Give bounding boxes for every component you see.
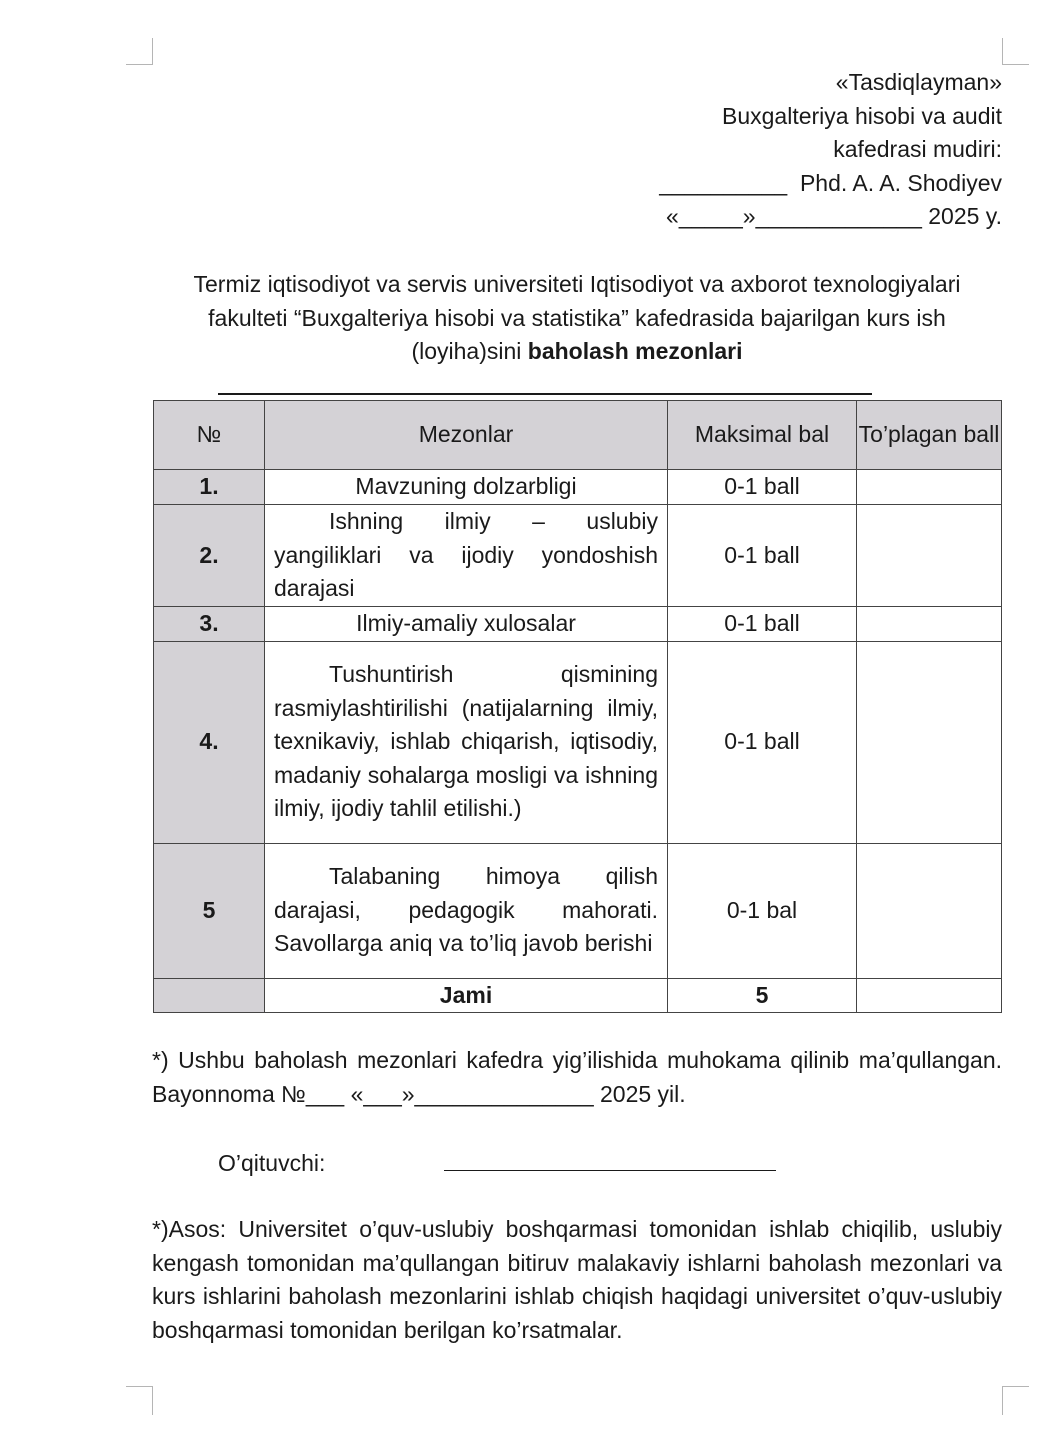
row-max-score: 0-1 ball	[668, 606, 857, 641]
row-criteria	[265, 505, 668, 607]
approval-title: «Tasdiqlayman»	[835, 69, 1002, 95]
total-label: Jami	[265, 978, 668, 1013]
row-criteria	[265, 843, 668, 978]
row-number: 4.	[154, 641, 265, 843]
row-number: 5	[154, 843, 265, 978]
header-number: №	[154, 401, 265, 470]
criteria-table	[153, 400, 1002, 1013]
total-number-cell	[154, 978, 265, 1013]
row-collected-score	[857, 843, 1002, 978]
row-max-score: 0-1 ball	[668, 505, 857, 607]
table-row	[154, 505, 1002, 607]
row-criteria: Ilmiy-amaliy xulosalar	[265, 606, 668, 641]
approval-position: kafedrasi mudiri:	[833, 136, 1002, 162]
page-corner-mark-top-left	[126, 38, 153, 65]
row-number: 3.	[154, 606, 265, 641]
row-criteria	[265, 641, 668, 843]
row-number: 1.	[154, 470, 265, 505]
table-row	[154, 470, 1002, 505]
table-row	[154, 843, 1002, 978]
approval-note: *) Ushbu baholash mezonlari kafedra yig’ilishida muhokama qilinib ma’qullangan. Bayonnoma №___ «___»______________ 2025 yil.	[152, 1047, 1002, 1107]
document-heading	[152, 268, 1002, 369]
header-collected-score: To’plagan ball	[857, 401, 1002, 470]
row-max-score: 0-1 ball	[668, 470, 857, 505]
approval-signatory: __________ Phd. A. A. Shodiyev	[659, 169, 1002, 196]
row-number: 2.	[154, 505, 265, 607]
page-corner-mark-bottom-right	[1002, 1386, 1029, 1415]
table-total-row	[154, 978, 1002, 1013]
table-header-row	[154, 401, 1002, 470]
row-collected-score	[857, 606, 1002, 641]
approval-date: «_____»_____________ 2025 y.	[666, 203, 1002, 229]
approval-block	[659, 66, 1002, 234]
header-max-score: Maksimal bal	[668, 401, 857, 470]
row-collected-score	[857, 470, 1002, 505]
row-collected-score	[857, 641, 1002, 843]
row-criteria-text: Tushuntirish qismining rasmiylashtirilishi (natijalarning ilmiy, texnikaviy, ishlab chiqarish, iqtisodiy, madaniy sohalarga mosligi va ishning ilmiy, ijodiy tahlil etilishi.)	[274, 661, 658, 822]
table-row	[154, 641, 1002, 843]
heading-underline	[218, 393, 872, 395]
row-criteria: Mavzuning dolzarbligi	[265, 470, 668, 505]
row-criteria-text: Ishning ilmiy – uslubiy yangiliklari va ijodiy yondoshish darajasi	[274, 508, 658, 601]
row-collected-score	[857, 505, 1002, 607]
teacher-label: O’qituvchi:	[218, 1150, 326, 1176]
table-row	[154, 606, 1002, 641]
row-max-score: 0-1 bal	[668, 843, 857, 978]
page-corner-mark-top-right	[1002, 38, 1029, 65]
total-collected-score	[857, 978, 1002, 1013]
approval-department: Buxgalteriya hisobi va audit	[722, 102, 1002, 129]
row-max-score: 0-1 ball	[668, 641, 857, 843]
page-corner-mark-bottom-left	[126, 1386, 153, 1415]
row-criteria-text: Talabaning himoya qilish darajasi, pedagogik mahorati. Savollarga aniq va to’liq javob berishi	[274, 863, 658, 957]
teacher-signature-line	[444, 1170, 776, 1171]
heading-bold-text: baholash mezonlari	[527, 338, 743, 364]
header-criteria: Mezonlar	[265, 401, 668, 470]
total-max-score: 5	[668, 978, 857, 1013]
basis-note: *)Asos: Universitet o’quv-uslubiy boshqarmasi tomonidan ishlab chiqilib, uslubiy kengash tomonidan ma’qullangan bitiruv malakaviy ishlarni baholash mezonlari va kurs ishlarini baholash mezonlarini ishlab chiqish haqidagi universitet o’quv-uslubiy boshqarmasi tomonidan berilgan ko’rsatmalar.	[152, 1216, 1002, 1343]
heading-text: Termiz iqtisodiyot va servis universiteti Iqtisodiyot va axborot texnologiyalari fakulteti “Buxgalteriya hisobi va statistika” kafedrasida bajarilgan kurs ish (loyiha)sini	[193, 271, 961, 364]
